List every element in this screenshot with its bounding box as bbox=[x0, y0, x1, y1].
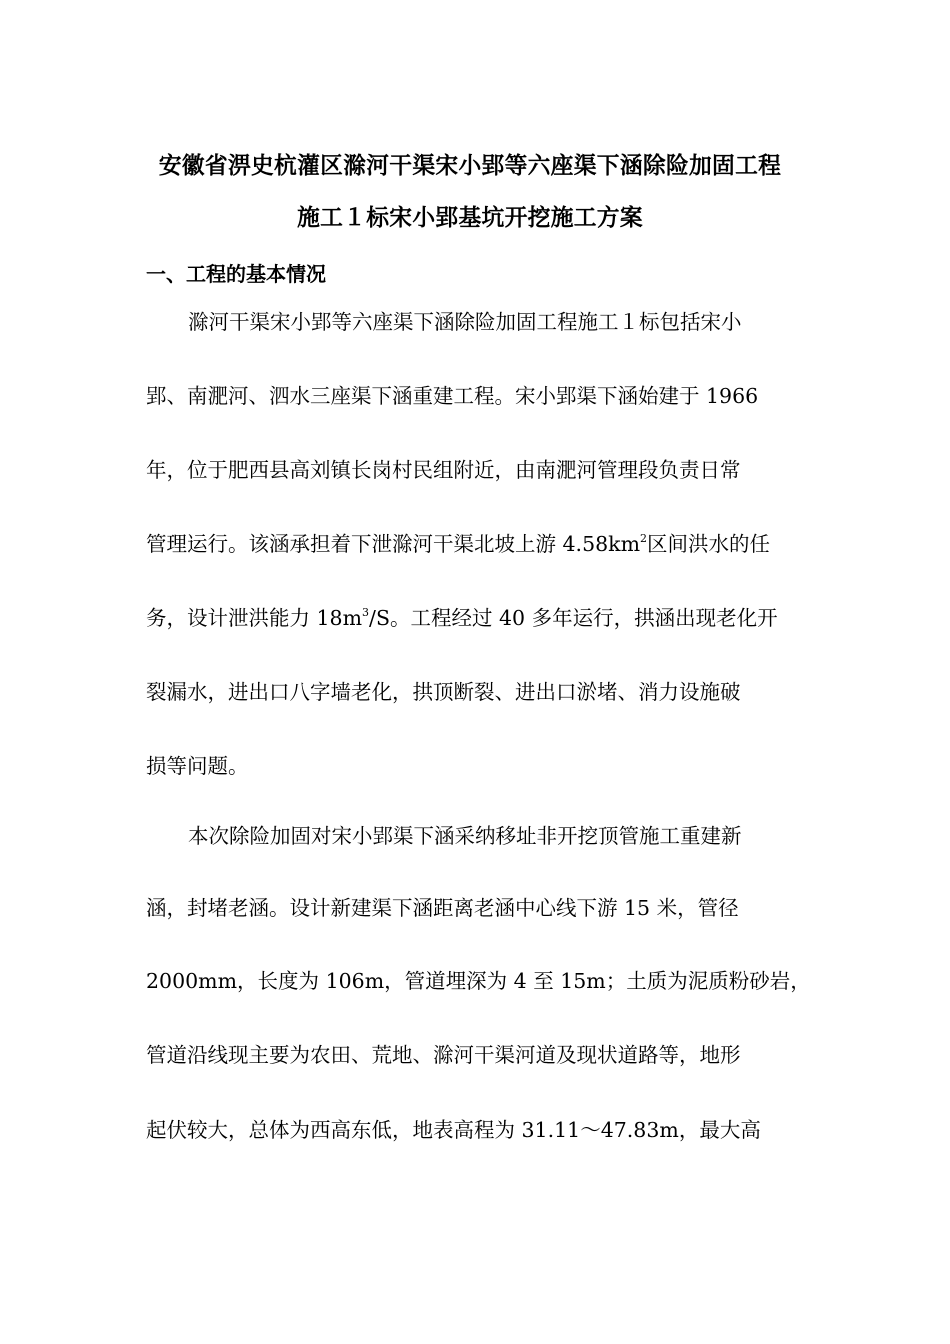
paragraph-1-line-4 bbox=[146, 534, 770, 555]
paragraph-1-line-6: 裂漏水，进出口八字墙老化，拱顶断裂、进出口淤堵、消力设施破 bbox=[146, 680, 741, 704]
document-title-line-2: 施工１标宋小郢基坑开挖施工方案 bbox=[297, 205, 643, 231]
superscript-cubed: 3 bbox=[362, 606, 370, 619]
paragraph-2-line-1: 本次除险加固对宋小郢渠下涵采纳移址非开挖顶管施工重建新 bbox=[188, 824, 742, 848]
paragraph-2-line-2: 涵，封堵老涵。设计新建渠下涵距离老涵中心线下游 15 米，管径 bbox=[146, 896, 739, 920]
paragraph-1-line-1: 滁河干渠宋小郢等六座渠下涵除险加固工程施工１标包括宋小 bbox=[188, 310, 742, 334]
document-title-line-1: 安徽省淠史杭灌区滁河干渠宋小郢等六座渠下涵除险加固工程 bbox=[158, 153, 782, 179]
paragraph-1-line-4-text-b: 区间洪水的任 bbox=[647, 532, 771, 556]
superscript-squared: 2 bbox=[640, 532, 648, 545]
paragraph-2-line-5: 起伏较大，总体为西高东低，地表高程为 31.11～47.83m，最大高 bbox=[146, 1118, 761, 1142]
paragraph-1-line-3: 年，位于肥西县高刘镇长岗村民组附近，由南淝河管理段负责日常 bbox=[146, 458, 741, 482]
paragraph-1-line-5 bbox=[146, 608, 778, 629]
paragraph-2-line-4: 管道沿线现主要为农田、荒地、滁河干渠河道及现状道路等，地形 bbox=[146, 1043, 741, 1067]
section-heading-basic-info: 一、工程的基本情况 bbox=[146, 262, 326, 286]
paragraph-1-line-7: 损等问题。 bbox=[146, 754, 249, 778]
paragraph-1-line-5-text-a: 务，设计泄洪能力 18m bbox=[146, 606, 363, 630]
paragraph-1-line-4-text-a: 管理运行。该涵承担着下泄滁河干渠北坡上游 4.58km bbox=[146, 532, 641, 556]
paragraph-2-line-3: 2000mm，长度为 106m，管道埋深为 4 至 15m；土质为泥质粉砂岩， bbox=[146, 969, 811, 993]
paragraph-1-line-2: 郢、南淝河、泗水三座渠下涵重建工程。宋小郢渠下涵始建于 1966 bbox=[146, 384, 759, 408]
paragraph-1-line-5-text-b: /S。工程经过 40 多年运行，拱涵出现老化开 bbox=[369, 606, 778, 630]
